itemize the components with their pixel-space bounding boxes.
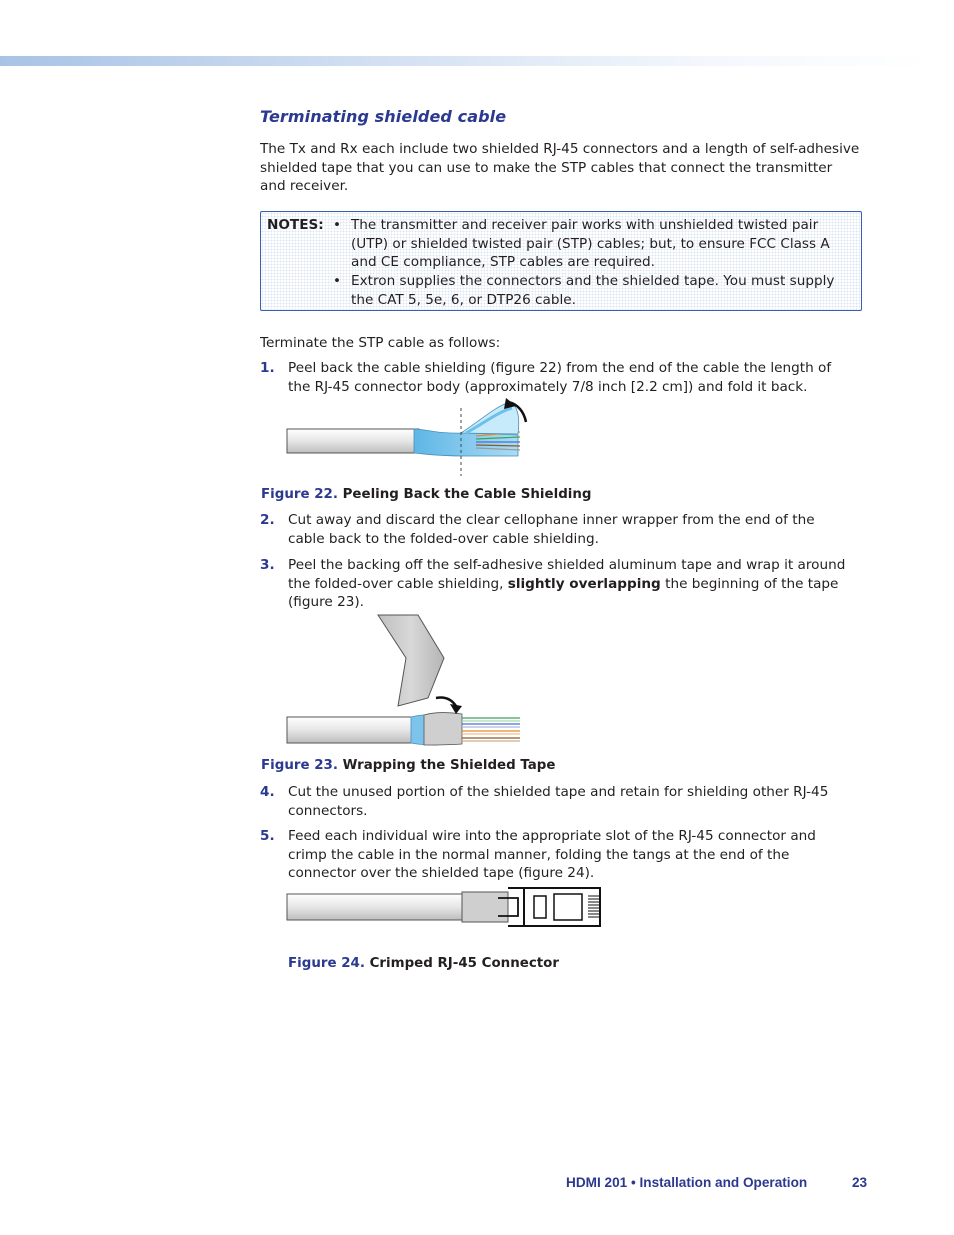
step-text: Cut away and discard the clear cellophane inner wrapper from the end of the cable back to the folded-over cable shielding. [288, 512, 815, 547]
lead-in-text: Terminate the STP cable as follows: [260, 335, 501, 351]
notes-box [260, 211, 862, 311]
figure-23-illustration [286, 614, 526, 746]
step-text-emphasis: slightly overlapping [507, 575, 661, 592]
step-text [288, 556, 848, 612]
section-heading: Terminating shielded cable [260, 107, 507, 126]
figure-24-illustration [286, 884, 606, 934]
figure-label: Figure 24. [288, 956, 365, 971]
footer-document-title: HDMI 201 • Installation and Operation [566, 1175, 808, 1190]
step-text: Cut the unused portion of the shielded tape and retain for shielding other RJ-45 connectors. [288, 784, 829, 819]
step-number: 4. [260, 784, 275, 800]
step-text: Peel back the cable shielding (figure 22) from the end of the cable the length of the RJ-45 connector body (approximately 7/8 inch [2.2 cm]) and fold it back. [288, 360, 832, 395]
header-gradient-bar [0, 56, 930, 66]
figure-22-caption [261, 486, 592, 505]
step-number: 5. [260, 828, 275, 844]
intro-paragraph: The Tx and Rx each include two shielded RJ-45 connectors and a length of self-adhesive shielded tape that you can use to make the STP cables that connect the transmitter and receiver. [260, 141, 860, 195]
note-text: The transmitter and receiver pair works with unshielded twisted pair (UTP) or shielded twisted pair (STP) cables; but, to ensure FCC Class A and CE compliance, STP cables are required. [351, 217, 830, 271]
figure-label: Figure 23. [261, 758, 338, 773]
figure-title: Crimped RJ-45 Connector [369, 956, 559, 971]
figure-label: Figure 22. [261, 487, 338, 502]
figure-22-illustration [286, 398, 536, 476]
footer-page-number: 23 [852, 1175, 868, 1190]
figure-24-caption [288, 955, 559, 974]
step-text: Feed each individual wire into the appropriate slot of the RJ-45 connector and crimp the cable in the normal manner, folding the tangs at the end of the connector over the shielded tape (figure 24). [288, 828, 816, 882]
figure-title: Wrapping the Shielded Tape [342, 758, 556, 773]
step-number: 2. [260, 512, 275, 528]
bullet: • [333, 273, 342, 289]
step-number: 1. [260, 360, 275, 376]
figure-23-caption [261, 757, 555, 776]
step-number: 3. [260, 557, 275, 573]
figure-title: Peeling Back the Cable Shielding [342, 487, 592, 502]
step-text-part: the beginning of the tape (figure 23). [288, 575, 839, 611]
bullet: • [333, 217, 342, 233]
notes-label: NOTES: [267, 217, 324, 233]
note-text: Extron supplies the connectors and the shielded tape. You must supply the CAT 5, 5e, 6, or DTP26 cable. [351, 273, 835, 308]
step-text-part: Peel the backing off the self-adhesive shielded aluminum tape and wrap it around the folded-over cable shielding, [288, 557, 846, 592]
